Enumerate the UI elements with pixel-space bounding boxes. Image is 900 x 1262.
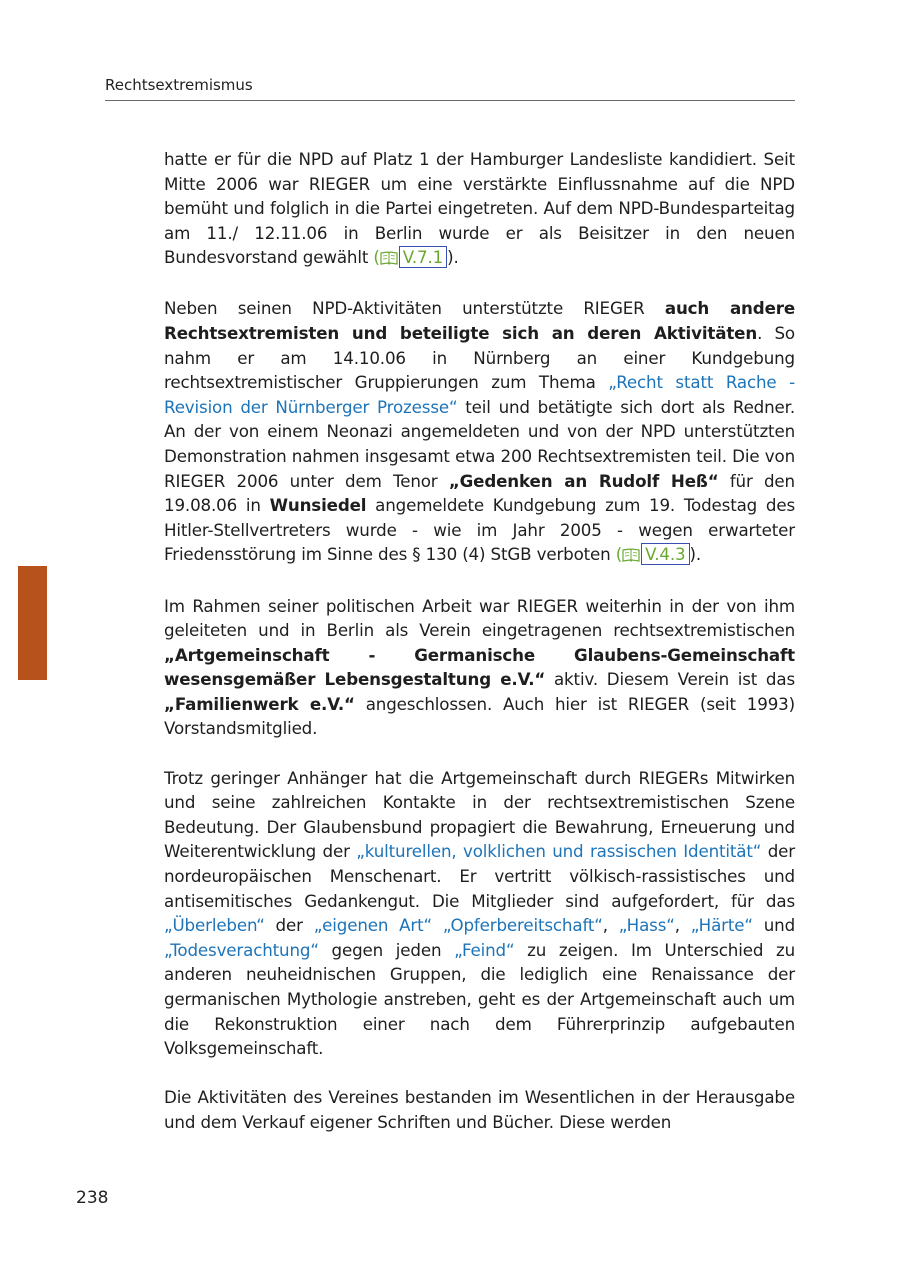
- bold-text: „Artgemeinschaft - Germanische Glaubens-Gemeinschaft wesensgemäßer Lebensgestaltung e.V.“: [164, 644, 795, 690]
- chapter-side-tab: [18, 566, 47, 680]
- paragraph-4: [164, 766, 795, 1061]
- text-run: [432, 915, 443, 935]
- quoted-term: „eigenen Art“: [313, 915, 433, 936]
- quoted-term: „Überleben“: [164, 915, 265, 936]
- book-icon: [622, 544, 640, 569]
- text-run: ,: [602, 915, 619, 936]
- text-run: angeschlossen. Auch hier ist RIEGER (seit 1993) Vorstandsmitglied.: [164, 693, 795, 739]
- bold-text: „Familienwerk e.V.“: [164, 693, 355, 714]
- text-run: angemeldete Kundgebung zum 19. Todestag des Hitler-Stellvertreters wurde - wie im Jahr 2005 - wegen erwarteter Friedensstörung im Sinne des § 130 (4) StGB verboten: [164, 495, 795, 565]
- book-icon: [380, 247, 398, 272]
- quoted-term: „kulturellen, volklichen und rassischen Identität“: [356, 841, 762, 862]
- bold-text: Wunsiedel: [269, 495, 367, 516]
- text-run: teil und betätigte sich dort als Redner. An der von einem Neonazi angemeldeten und von der NPD unterstützten Demonstration nahmen insgesamt etwa 200 Rechtsextremisten teil. Die von RIEGER 2006 unter dem Tenor: [164, 396, 796, 491]
- reference-paren: (: [615, 544, 623, 565]
- text-run: Trotz geringer Anhänger hat die Artgemeinschaft durch RIEGERs Mitwirken und seine zahlreichen Kontakte in der rechtsextremistischen Szene Bedeutung. Der Glaubensbund propagiert die Bewahrung, Erneuerung und Weiterentwicklung der: [164, 767, 795, 862]
- cross-reference-link[interactable]: V.4.3: [641, 543, 689, 565]
- text-run: Im Rahmen seiner politischen Arbeit war RIEGER weiterhin in der von ihm geleiteten und in Berlin als Verein eingetragenen rechtsextremistischen: [164, 595, 795, 641]
- quoted-term: „Hass“: [618, 915, 675, 936]
- quoted-term: „Recht statt Rache - Revision der Nürnberger Prozesse“: [164, 372, 795, 417]
- paragraph-3: [164, 594, 795, 742]
- quoted-term: „Todesverachtung“: [164, 939, 319, 960]
- page-number: 238: [76, 1188, 109, 1208]
- paragraph-1: [164, 147, 795, 272]
- text-run: Die Aktivitäten des Vereines bestanden im Wesentlichen in der Herausgabe und dem Verkauf eigener Schriften und Bücher. Diese werden: [164, 1087, 795, 1132]
- quoted-term: „Feind“: [454, 939, 515, 960]
- text-run: . So nahm er am 14.10.06 in Nürnberg an einer Kundgebung rechtsextremistischer Gruppierungen zum Thema: [164, 323, 795, 393]
- text-run: gegen jeden: [318, 939, 455, 960]
- text-run: hatte er für die NPD auf Platz 1 der Hamburger Landesliste kandidiert. Seit Mitte 2006 war RIEGER um eine verstärkte Einflussnahme auf die NPD bemüht und folglich in die Partei eingetreten. Auf dem NPD-Bundesparteitag am 11./ 12.11.06 in Berlin wurde er als Beisitzer in den neuen Bundesvorstand gewählt: [164, 149, 795, 268]
- text-run: ).: [689, 544, 702, 565]
- running-header: Rechtsextremismus: [105, 76, 795, 101]
- reference-paren: (: [373, 247, 380, 268]
- quoted-term: „Härte“: [690, 915, 753, 936]
- text-run: ,: [674, 915, 691, 936]
- text-run: der nordeuropäischen Menschenart. Er vertritt völkisch-rassistisches und antisemitisches Gedankengut. Die Mitglieder sind aufgefordert, für das: [164, 841, 795, 911]
- bold-text: auch andere Rechtsextremisten und beteiligte sich an deren Aktivitäten: [164, 298, 795, 344]
- body-text: [164, 147, 795, 1159]
- bold-text: „Gedenken an Rudolf Heß“: [448, 470, 719, 491]
- cross-reference-link[interactable]: V.7.1: [399, 246, 447, 268]
- text-run: aktiv. Diesem Verein ist das: [545, 669, 795, 690]
- text-run: für den 19.08.06 in: [164, 470, 795, 516]
- paragraph-5: [164, 1085, 795, 1134]
- text-run: Neben seinen NPD-Aktivitäten unterstützte RIEGER: [164, 298, 665, 319]
- text-run: ).: [447, 247, 459, 268]
- paragraph-2: [164, 296, 795, 569]
- text-run: der: [264, 915, 314, 936]
- quoted-term: „Opferbereitschaft“: [442, 915, 603, 936]
- text-run: und: [752, 915, 796, 936]
- text-run: zu zeigen. Im Unterschied zu anderen neuheidnischen Gruppen, die lediglich eine Renaissance der germanischen Mythologie anstreben, geht es der Artgemeinschaft auch um die Rekonstruktion einer nach dem Führerprinzip aufgebauten Volksgemeinschaft.: [164, 939, 795, 1059]
